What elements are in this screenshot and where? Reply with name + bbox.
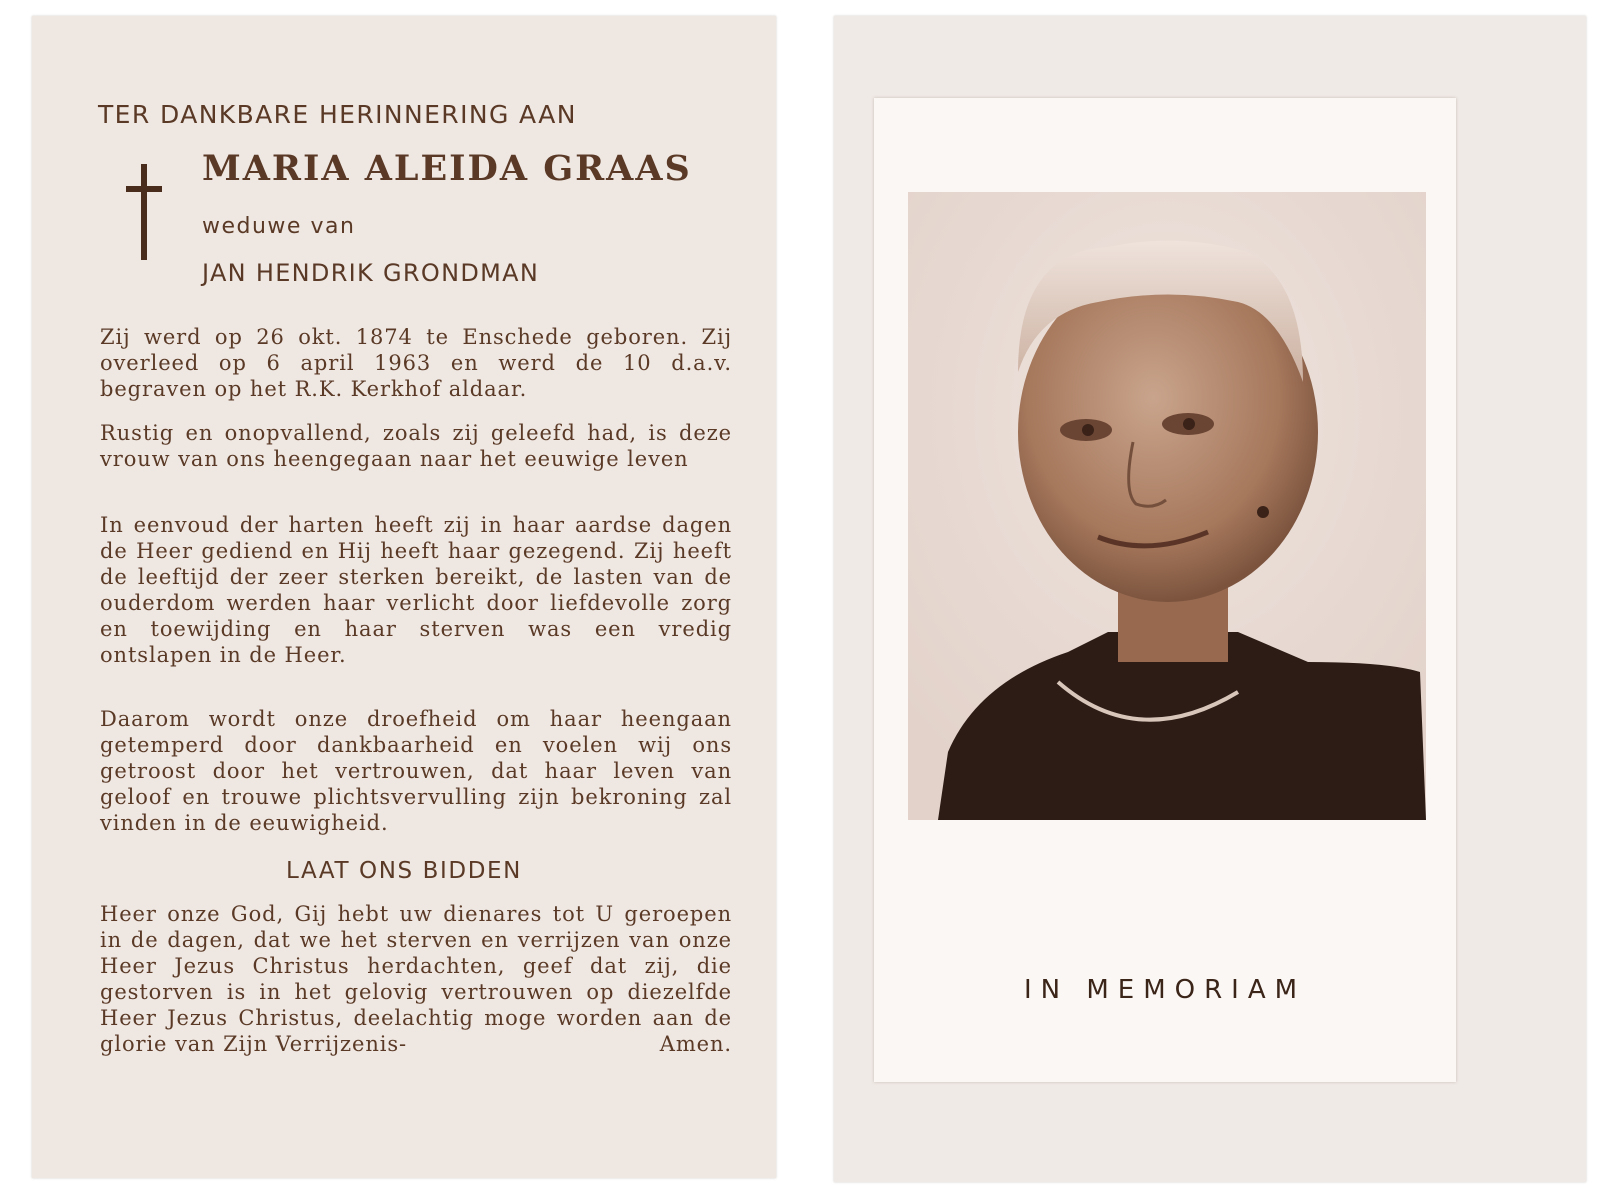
memorial-paragraph-2: In eenvoud der harten heeft zij in haar aardse dagen de Heer gediend en Hij heeft haar gezegend. Zij heeft de leeftijd der zeer sterken bereikt, de lasten van de ouderdom werden haar verlicht door liefdevolle zorg en toewijding en haar sterven was een vredig ontslapen in de Heer. (100, 513, 732, 667)
memorial-paragraph-1: Rustig en onopvallend, zoals zij geleefd had, is deze vrouw van ons heengegaan naar het eeuwige leven (100, 421, 732, 471)
deceased-name: MARIA ALEIDA GRAAS (202, 148, 692, 189)
memorial-paragraph-3: Daarom wordt onze droefheid om haar heengaan getemperd door dankbaarheid en voelen wij ons getroost door het vertrouwen, dat haar leven van geloof en trouwe plichtsvervulling zijn bekroning zal vinden in de eeuwigheid. (100, 707, 732, 835)
birth-death-paragraph: Zij werd op 26 okt. 1874 te Enschede geboren. Zij overleed op 6 april 1963 en werd de 10 d.a.v. begraven op het R.K. Kerkhof aldaar. (100, 325, 732, 401)
cross-icon (126, 164, 162, 260)
portrait-photo (908, 192, 1426, 820)
amen-text: Amen. (659, 1032, 732, 1056)
prayer-text (100, 901, 732, 1057)
card-heading: TER DANKBARE HERINNERING AAN (98, 100, 577, 129)
husband-name: JAN HENDRIK GRONDMAN (202, 259, 540, 287)
prayer-title: LAAT ONS BIDDEN (286, 858, 522, 884)
in-memoriam-caption: IN MEMORIAM (1023, 975, 1307, 1005)
relation-text: weduwe van (202, 214, 356, 239)
prayer-body: Heer onze God, Gij hebt uw dienares tot U geroepen in de dagen, dat we het sterven en verrijzen van onze Heer Jezus Christus herdachten, geef dat zij, die gestorven is in het gelovig vertrouwen op diezelfde Heer Jezus Christus, deelachtig moge worden aan de glorie van Zijn Verrijzenis- (100, 902, 732, 1056)
prayer-card-text-side (32, 16, 776, 1178)
